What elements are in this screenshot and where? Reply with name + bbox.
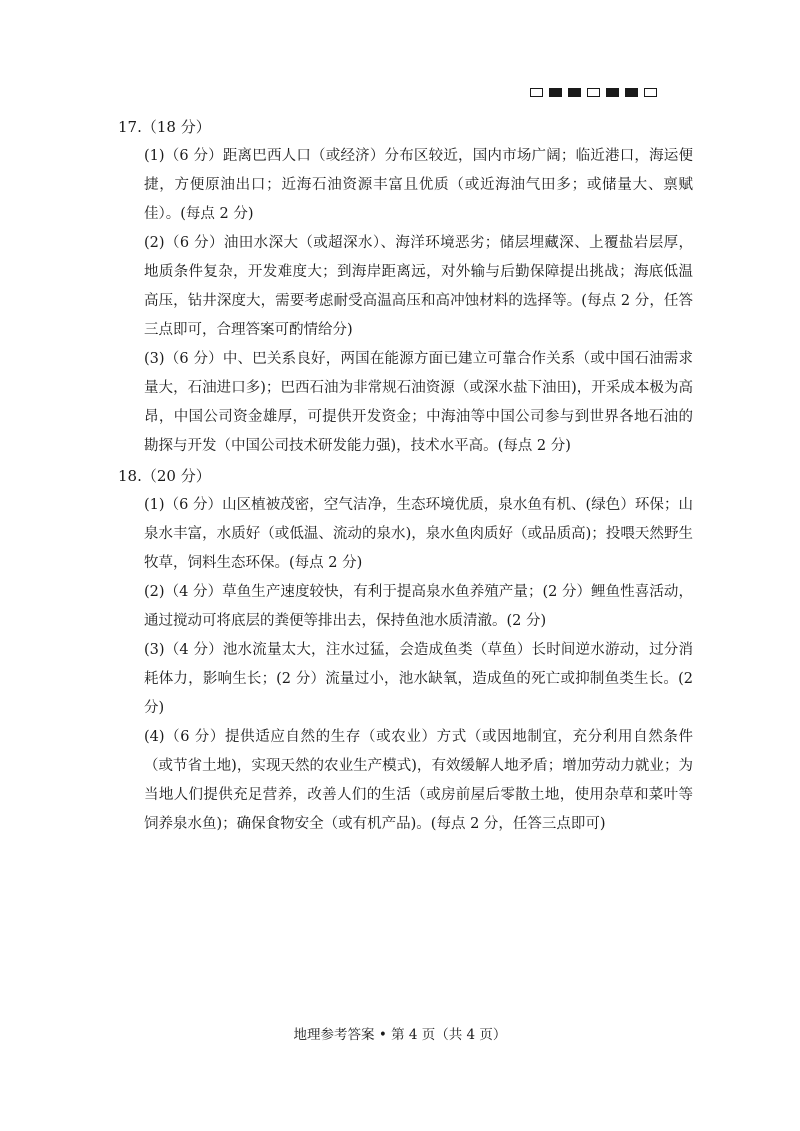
mark-box xyxy=(549,88,562,97)
question-18 xyxy=(118,461,693,839)
answer-part: (2)（4 分）草鱼生产速度较快，有利于提高泉水鱼养殖产量；(2 分）鲤鱼性喜活动，通过搅动可将底层的粪便等排出去，保持鱼池水质清澈。(2 分) xyxy=(144,584,693,629)
mark-box xyxy=(587,88,600,97)
answer-part: (3)（4 分）池水流量太大，注水过猛，会造成鱼类（草鱼）长时间逆水游动，过分消耗体力，影响生长；(2 分）流量过小，池水缺氧，造成鱼的死亡或抑制鱼类生长。(2 分) xyxy=(144,642,693,716)
answer-part: (1)（6 分）山区植被茂密，空气洁净，生态环境优质，泉水鱼有机、(绿色）环保；山泉水丰富，水质好（或低温、流动的泉水)，泉水鱼肉质好（或品质高)；投喂天然野生牧草，饲料生态环保。(每点 2 分) xyxy=(144,497,693,571)
mark-box xyxy=(644,88,657,97)
mark-box xyxy=(568,88,581,97)
mark-box xyxy=(530,88,543,97)
mark-box xyxy=(606,88,619,97)
question-17 xyxy=(118,112,693,461)
question-title: 17.（18 分） xyxy=(118,118,211,136)
answer-part: (1)（6 分）距离巴西人口（或经济）分布区较近，国内市场广阔；临近港口，海运便捷，方便原油出口；近海石油资源丰富且优质（或近海油气田多；或储量大、禀赋佳）。(每点 2 分) xyxy=(144,148,693,222)
answer-part: (4)（6 分）提供适应自然的生存（或农业）方式（或因地制宜，充分利用自然条件（或节省土地)，实现天然的农业生产模式)，有效缓解人地矛盾；增加劳动力就业；为当地人们提供充足营养，改善人们的生活（或房前屋后零散土地，使用杂草和菜叶等饲养泉水鱼)；确保食物安全（或有机产品)。(每点 2 分，任答三点即可) xyxy=(144,729,693,832)
answer-content xyxy=(118,112,693,839)
question-title: 18.（20 分） xyxy=(118,467,211,485)
answer-part: (3)（6 分）中、巴关系良好，两国在能源方面已建立可靠合作关系（或中国石油需求量大，石油进口多)；巴西石油为非常规石油资源（或深水盐下油田)，开采成本极为高昂，中国公司资金雄厚，可提供开发资金；中海油等中国公司参与到世界各地石油的勘探与开发（中国公司技术研发能力强)，技术水平高。(每点 2 分) xyxy=(144,351,693,454)
answer-part: (2)（6 分）油田水深大（或超深水）、海洋环境恶劣；储层埋藏深、上覆盐岩层厚，地质条件复杂，开发难度大；到海岸距离远，对外输与后勤保障提出挑战；海底低温高压，钻井深度大，需要考虑耐受高温高压和高冲蚀材料的选择等。(每点 2 分，任答三点即可，合理答案可酌情给分) xyxy=(144,235,693,338)
mark-box xyxy=(625,88,638,97)
page-footer: 地理参考答案 • 第 4 页（共 4 页） xyxy=(293,1027,507,1043)
header-marks xyxy=(530,88,657,97)
